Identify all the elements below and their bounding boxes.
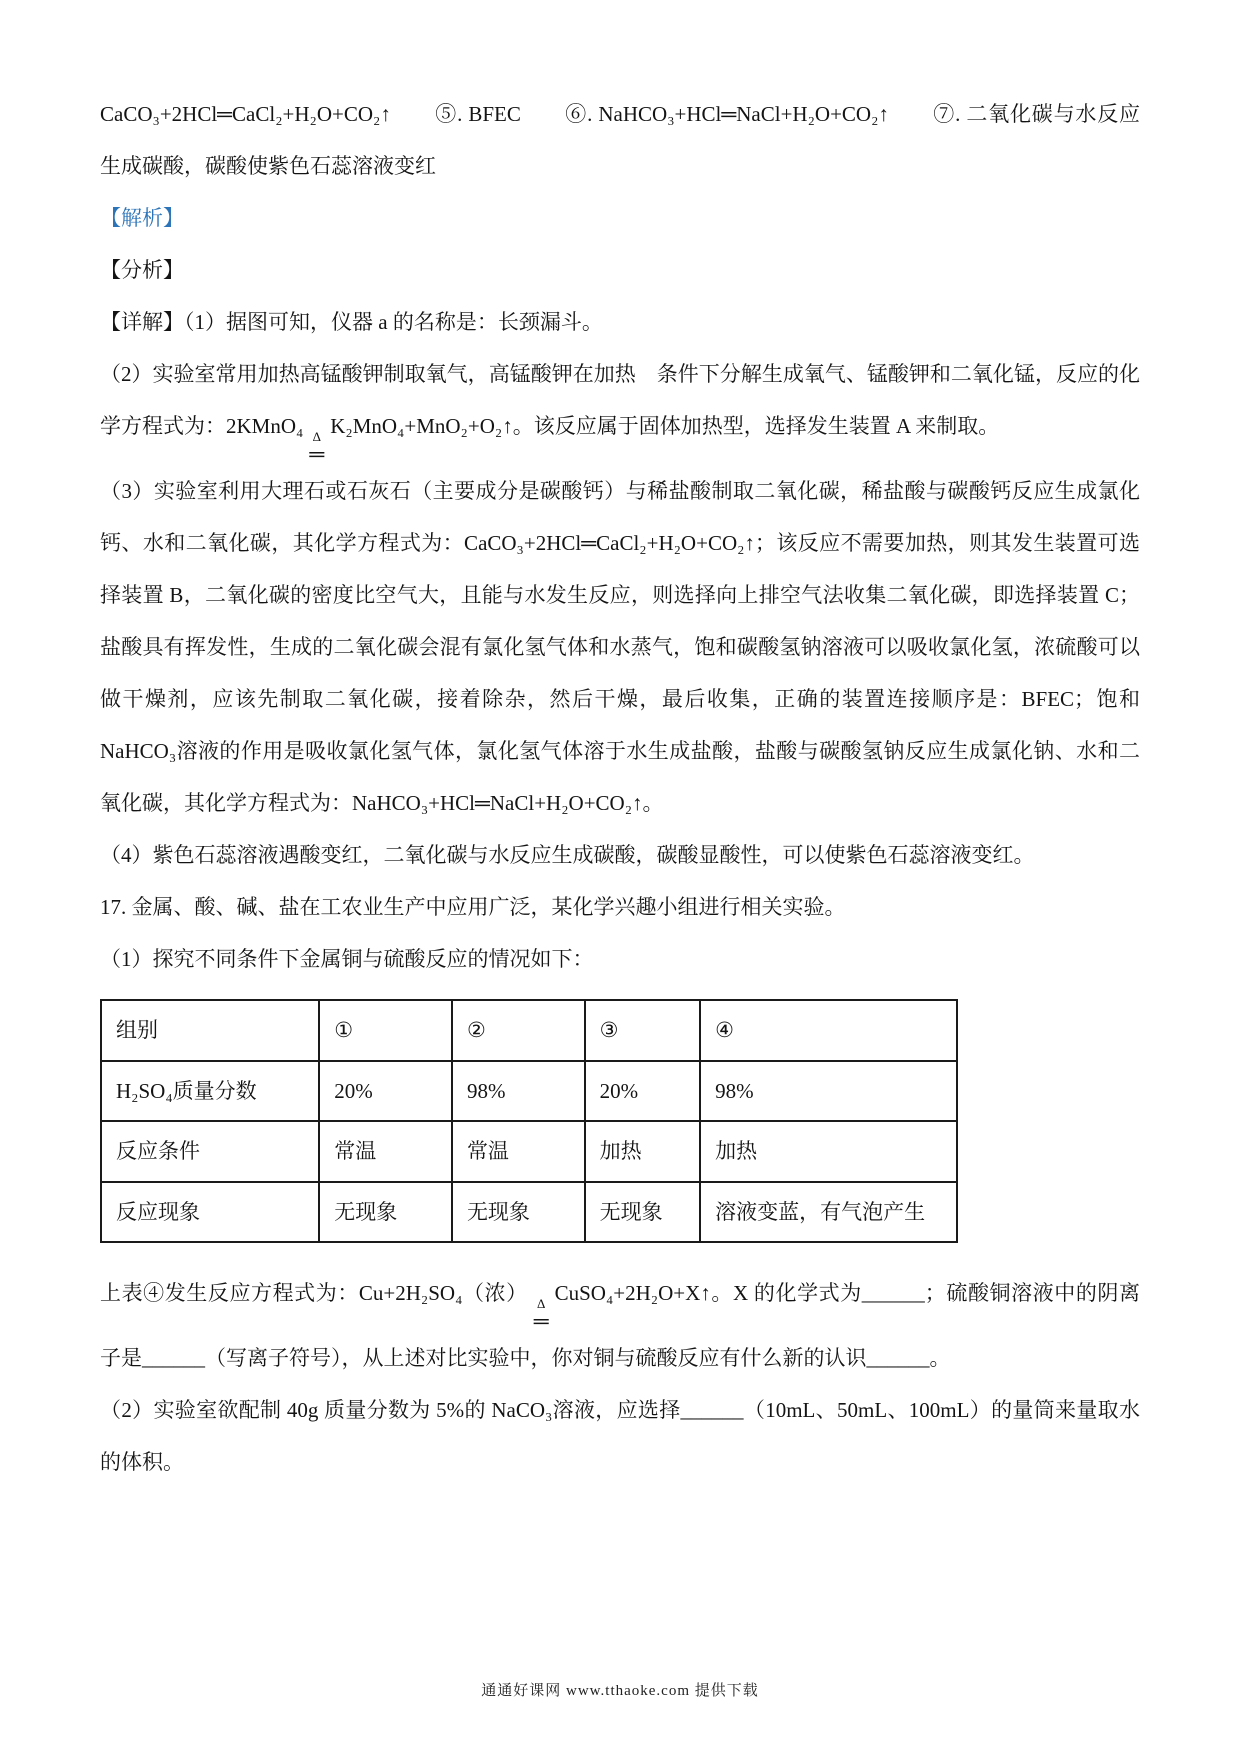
question-17-equation — [100, 1267, 1140, 1384]
table-cell: 组别 — [101, 1000, 319, 1060]
table-cell: 常温 — [319, 1121, 452, 1181]
table-cell: ① — [319, 1000, 452, 1060]
text-run: （2）实验室欲配制 40g 质量分数为 5%的 NaCO₃溶液，应选择______（10mL、50mL、100mL）的量筒来量取水的体积。 — [100, 1398, 1140, 1475]
detail-paragraph-2 — [100, 348, 1140, 465]
answer-continuation-line — [100, 88, 1140, 192]
table-cell: ③ — [585, 1000, 701, 1060]
table-cell: 溶液变蓝，有气泡产生 — [700, 1182, 957, 1242]
reaction-condition-delta: Δ — [312, 429, 321, 444]
question-17-part1 — [100, 933, 1140, 985]
table-cell: ② — [452, 1000, 585, 1060]
text-run: 上表④发生反应方程式为：Cu+2H₂SO₄（浓） — [100, 1281, 528, 1306]
table-cell: 20% — [319, 1061, 452, 1121]
text-run: 【详解】（1）据图可知，仪器 a 的名称是：长颈漏斗。 — [100, 310, 603, 334]
page-footer: 通通好课网 www.tthaoke.com 提供下载 — [481, 1683, 759, 1699]
table-cell: H₂SO₄质量分数 — [101, 1061, 319, 1121]
table-row — [101, 1121, 957, 1181]
table-cell: 反应现象 — [101, 1182, 319, 1242]
table-cell: 98% — [452, 1061, 585, 1121]
question-17 — [100, 881, 1140, 933]
reaction-condition-delta: Δ — [536, 1296, 546, 1312]
detail-paragraph-4 — [100, 829, 1140, 881]
table-row — [101, 1182, 957, 1242]
experiment-table — [100, 999, 958, 1243]
equation-equals: ═ — [309, 442, 325, 467]
table-cell: 20% — [585, 1061, 701, 1121]
table-row — [101, 1061, 957, 1121]
table-cell: 加热 — [700, 1121, 957, 1181]
table-cell: 无现象 — [452, 1182, 585, 1242]
text-run: （2）实验室常用加热高锰酸钾制取氧气，高锰酸钾在加热 条件下分解生成氧气、锰酸钾和二氧化锰，反应的化学方程式为：2KMnO₄ — [100, 362, 1140, 438]
text-run: 【解析】 — [100, 206, 184, 230]
delta-over-equals-icon — [309, 430, 324, 465]
detail-paragraph-3 — [100, 465, 1146, 829]
text-run: 【分析】 — [100, 258, 184, 282]
table-cell: 无现象 — [585, 1182, 701, 1242]
text-run: （4）紫色石蕊溶液遇酸变红，二氧化碳与水反应生成碳酸，碳酸显酸性，可以使紫色石蕊溶液变红。 — [100, 843, 1035, 868]
equation-equals: ═ — [533, 1309, 549, 1334]
text-run: （3）实验室利用大理石或石灰石（主要成分是碳酸钙）与稀盐酸制取二氧化碳，稀盐酸与碳酸钙反应生成氯化钙、水和二氧化碳，其化学方程式为：CaCO₃+2HCl═CaCl₂+H₂O+CO₂↑；该反应不需要加热，则其发生装置可选择装置 B，二氧化碳的密度比空气大，且能与水发生反应，则选择向上排空气法收集二氧化碳，即选择装置 C；盐酸具有挥发性，生成的二氧化碳会混有氯化氢气体和水蒸气，饱和碳酸氢钠溶液可以吸收氯化氢，浓硫酸可以做干燥剂，应该先制取二氧化碳，接着除杂，然后干燥，最后收集，正确的装置连接顺序是：BFEC；饱和 NaHCO₃溶液的作用是吸收氯化氢气体，氯化氢气体溶于水生成盐酸，盐酸与碳酸氢钠反应生成氯化钠、水和二氧化碳，其化学方程式为：NaHCO₃+HCl═NaCl+H₂O+CO₂↑。 — [100, 479, 1146, 816]
table-cell: 常温 — [452, 1121, 585, 1181]
delta-over-equals-icon — [534, 1297, 549, 1332]
question-17-part2 — [100, 1384, 1140, 1488]
text-run: 17. 金属、酸、碱、盐在工农业生产中应用广泛，某化学兴趣小组进行相关实验。 — [100, 895, 846, 920]
section-label-jiexi — [100, 192, 1140, 244]
table-cell: 反应条件 — [101, 1121, 319, 1181]
table-cell: 无现象 — [319, 1182, 452, 1242]
document-body — [100, 88, 1146, 1488]
text-run: CuSO₄+2H₂O+X↑。X 的化学式为______；硫酸铜溶液中的阴离子是______（写离子符号），从上述对比实验中，你对铜与硫酸反应有什么新的认识______。 — [100, 1281, 1140, 1371]
text-run: （1）探究不同条件下金属铜与硫酸反应的情况如下： — [100, 947, 594, 972]
table-cell: 98% — [700, 1061, 957, 1121]
table-cell: 加热 — [585, 1121, 701, 1181]
text-run: K₂MnO₄+MnO₂+O₂↑。该反应属于固体加热型，选择发生装置 A 来制取。 — [330, 414, 1000, 438]
section-label-fenxi — [100, 244, 1140, 296]
text-run: CaCO₃+2HCl═CaCl₂+H₂O+CO₂↑ ⑤. BFEC ⑥. NaHCO₃+HCl═NaCl+H₂O+CO₂↑ ⑦. 二氧化碳与水反应生成碳酸，碳酸使紫色石蕊溶液变红 — [100, 102, 1140, 178]
detail-paragraph-1 — [100, 296, 1140, 348]
table-cell: ④ — [700, 1000, 957, 1060]
table-row — [101, 1000, 957, 1060]
